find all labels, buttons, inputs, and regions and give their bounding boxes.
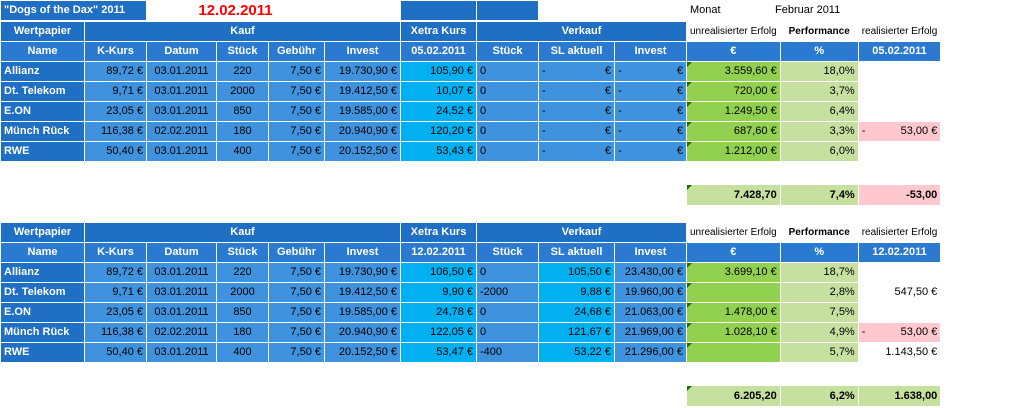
monat-value: Februar 2011 (772, 1, 850, 21)
cell-sl-dash: - (542, 105, 546, 117)
current-date: 12.02.2011 (147, 1, 325, 21)
cell-xetra: 9,90 € (401, 283, 477, 303)
total-unrealisiert: 7.428,70 (687, 185, 781, 206)
cell-stueck-verkauf: -2000 (477, 283, 539, 303)
title-blue-block (401, 1, 477, 21)
totals-spacer (1, 185, 687, 206)
cell-real-dash: - (861, 125, 866, 137)
col-gebuehr: Gebühr (269, 42, 325, 62)
cell-gebuehr: 7,50 € (269, 82, 325, 102)
col-kkurs: K-Kurs (85, 42, 147, 62)
table-row (1, 102, 941, 122)
total-performance: 7,4% (780, 185, 858, 206)
cell-gebuehr: 7,50 € (269, 263, 325, 283)
title-spacer-1 (325, 1, 401, 21)
spacer-row-bottom (1, 363, 941, 386)
cell-kkurs: 50,40 € (85, 343, 147, 363)
cell-stueck: 850 (217, 303, 269, 323)
table-row (1, 82, 941, 102)
col-percent: % (780, 42, 858, 62)
cell-name: Dt. Telekom (1, 283, 85, 303)
cell-invest: 19.412,50 € (325, 283, 401, 303)
cell-sl: 53,22 € (539, 343, 615, 363)
cell-unrealisiert (687, 283, 781, 303)
cell-xetra: 105,90 € (401, 62, 477, 82)
cell-invest-verkauf (615, 82, 687, 102)
cell-sl: 9,88 € (539, 283, 615, 303)
cell-performance: 18,7% (780, 263, 858, 283)
cell-stueck: 400 (217, 343, 269, 363)
col-percent: % (780, 243, 858, 263)
cell-unrealisiert: 1.028,10 € (687, 323, 781, 343)
cell-invest-verkauf: 21.969,00 € (615, 323, 687, 343)
col-invest-verkauf: Invest (615, 243, 687, 263)
cell-datum: 03.01.2011 (147, 82, 217, 102)
group-kauf: Kauf (85, 22, 401, 42)
cell-sl (539, 122, 615, 142)
cell-xetra: 122,05 € (401, 323, 477, 343)
cell-performance: 3,7% (780, 82, 858, 102)
cell-unrealisiert: 1.478,00 € (687, 303, 781, 323)
cell-gebuehr: 7,50 € (269, 102, 325, 122)
cell-inv-value: € (676, 145, 683, 157)
col-invest-verkauf: Invest (615, 42, 687, 62)
cell-realisiert: 1.143,50 € (858, 343, 941, 363)
table-row (1, 323, 941, 343)
column-header-row-top (1, 42, 941, 62)
cell-performance: 7,5% (780, 303, 858, 323)
group-performance: Performance (780, 223, 858, 243)
col-euro: € (687, 42, 781, 62)
total-realisiert: -53,00 (858, 185, 941, 206)
col-invest: Invest (325, 42, 401, 62)
col-stueck-verkauf: Stück (477, 42, 539, 62)
col-stueck: Stück (217, 42, 269, 62)
cell-realisiert (858, 122, 941, 142)
cell-real-dash: - (861, 326, 866, 338)
table-row (1, 142, 941, 162)
cell-real-value: 53,00 € (900, 326, 938, 338)
col-stueck-verkauf: Stück (477, 243, 539, 263)
cell-stueck: 2000 (217, 82, 269, 102)
group-header-row-bottom (1, 223, 941, 243)
cell-invest: 20.152,50 € (325, 142, 401, 162)
table-row (1, 283, 941, 303)
cell-kkurs: 23,05 € (85, 303, 147, 323)
cell-name: RWE (1, 142, 85, 162)
cell-stueck: 220 (217, 263, 269, 283)
cell-kkurs: 50,40 € (85, 142, 147, 162)
portfolio-table-top (0, 21, 941, 206)
workbook-title: "Dogs of the Dax" 2011 (1, 1, 147, 21)
totals-spacer (1, 386, 687, 407)
cell-stueck-verkauf: -400 (477, 343, 539, 363)
table-row (1, 303, 941, 323)
cell-stueck: 850 (217, 102, 269, 122)
cell-gebuehr: 7,50 € (269, 142, 325, 162)
cell-kkurs: 23,05 € (85, 102, 147, 122)
cell-sl-dash: - (542, 125, 546, 137)
cell-gebuehr: 7,50 € (269, 343, 325, 363)
cell-xetra: 120,20 € (401, 122, 477, 142)
cell-stueck: 180 (217, 122, 269, 142)
cell-sl: 121,67 € (539, 323, 615, 343)
cell-stueck-verkauf: 0 (477, 102, 539, 122)
cell-datum: 02.02.2011 (147, 323, 217, 343)
col-invest: Invest (325, 243, 401, 263)
col-stueck: Stück (217, 243, 269, 263)
cell-gebuehr: 7,50 € (269, 323, 325, 343)
cell-sl-value: € (604, 145, 611, 157)
cell-xetra: 106,50 € (401, 263, 477, 283)
cell-unrealisiert: 3.699,10 € (687, 263, 781, 283)
cell-realisiert (858, 102, 941, 122)
cell-gebuehr: 7,50 € (269, 283, 325, 303)
cell-sl (539, 142, 615, 162)
cell-invest-verkauf (615, 62, 687, 82)
section-gap (0, 206, 1029, 222)
title-spacer-2 (539, 1, 615, 21)
title-spacer-4 (850, 1, 930, 21)
cell-performance: 3,3% (780, 122, 858, 142)
cell-xetra: 24,52 € (401, 102, 477, 122)
cell-inv-value: € (676, 105, 683, 117)
cell-stueck-verkauf: 0 (477, 122, 539, 142)
cell-name: RWE (1, 343, 85, 363)
cell-sl-dash: - (542, 145, 546, 157)
spacer-cell (1, 162, 941, 185)
cell-sl-value: € (604, 105, 611, 117)
cell-inv-dash: - (618, 145, 622, 157)
spacer-row-top (1, 162, 941, 185)
group-unrealisiert: unrealisierter Erfolg (687, 22, 781, 42)
spacer-cell (1, 363, 941, 386)
cell-inv-dash: - (618, 65, 622, 77)
col-real-date: 05.02.2011 (858, 42, 941, 62)
cell-unrealisiert: 3.559,60 € (687, 62, 781, 82)
totals-row-bottom (1, 386, 941, 407)
cell-name: E.ON (1, 303, 85, 323)
cell-inv-dash: - (618, 105, 622, 117)
cell-name: Allianz (1, 263, 85, 283)
cell-inv-dash: - (618, 85, 622, 97)
cell-invest: 20.940,90 € (325, 122, 401, 142)
cell-invest: 19.585,00 € (325, 303, 401, 323)
cell-stueck-verkauf: 0 (477, 142, 539, 162)
cell-sl-value: € (604, 85, 611, 97)
cell-realisiert (858, 323, 941, 343)
cell-stueck-verkauf: 0 (477, 263, 539, 283)
cell-invest: 20.152,50 € (325, 343, 401, 363)
cell-realisiert (858, 263, 941, 283)
col-sl-aktuell: SL aktuell (539, 243, 615, 263)
cell-sl: 24,68 € (539, 303, 615, 323)
col-name: Name (1, 243, 85, 263)
cell-invest: 19.730,90 € (325, 62, 401, 82)
cell-sl: 105,50 € (539, 263, 615, 283)
col-xetra-date: 05.02.2011 (401, 42, 477, 62)
cell-kkurs: 9,71 € (85, 283, 147, 303)
cell-xetra: 10,07 € (401, 82, 477, 102)
group-performance: Performance (780, 22, 858, 42)
cell-datum: 03.01.2011 (147, 142, 217, 162)
portfolio-table-bottom (0, 222, 941, 407)
cell-datum: 03.01.2011 (147, 102, 217, 122)
cell-realisiert (858, 303, 941, 323)
cell-performance: 4,9% (780, 323, 858, 343)
cell-kkurs: 116,38 € (85, 122, 147, 142)
table-row (1, 62, 941, 82)
title-spacer-3 (615, 1, 687, 21)
table-row (1, 263, 941, 283)
cell-unrealisiert: 1.249,50 € (687, 102, 781, 122)
cell-sl (539, 102, 615, 122)
monat-label: Monat (687, 1, 772, 21)
cell-datum: 03.01.2011 (147, 303, 217, 323)
cell-invest-verkauf (615, 142, 687, 162)
cell-sl-dash: - (542, 85, 546, 97)
col-datum: Datum (147, 243, 217, 263)
title-blue-block-2 (477, 1, 539, 21)
cell-invest-verkauf (615, 122, 687, 142)
col-sl-aktuell: SL aktuell (539, 42, 615, 62)
col-euro: € (687, 243, 781, 263)
cell-stueck-verkauf: 0 (477, 323, 539, 343)
cell-stueck: 180 (217, 323, 269, 343)
cell-invest-verkauf: 21.063,00 € (615, 303, 687, 323)
group-wertpapier: Wertpapier (1, 22, 85, 42)
cell-name: Münch Rück (1, 122, 85, 142)
cell-xetra: 53,43 € (401, 142, 477, 162)
cell-invest: 19.412,50 € (325, 82, 401, 102)
group-xetra: Xetra Kurs (401, 22, 477, 42)
cell-unrealisiert: 1.212,00 € (687, 142, 781, 162)
group-unrealisiert: unrealisierter Erfolg (687, 223, 781, 243)
cell-datum: 03.01.2011 (147, 62, 217, 82)
cell-xetra: 53,47 € (401, 343, 477, 363)
cell-stueck: 2000 (217, 283, 269, 303)
group-xetra: Xetra Kurs (401, 223, 477, 243)
cell-name: E.ON (1, 102, 85, 122)
cell-gebuehr: 7,50 € (269, 303, 325, 323)
cell-performance: 6,4% (780, 102, 858, 122)
col-gebuehr: Gebühr (269, 243, 325, 263)
cell-kkurs: 116,38 € (85, 323, 147, 343)
cell-name: Münch Rück (1, 323, 85, 343)
cell-performance: 2,8% (780, 283, 858, 303)
cell-invest-verkauf (615, 102, 687, 122)
cell-sl-value: € (604, 125, 611, 137)
cell-datum: 03.01.2011 (147, 283, 217, 303)
col-xetra-date: 12.02.2011 (401, 243, 477, 263)
cell-sl-value: € (604, 65, 611, 77)
total-unrealisiert: 6.205,20 (687, 386, 781, 407)
cell-kkurs: 89,72 € (85, 62, 147, 82)
cell-stueck-verkauf: 0 (477, 82, 539, 102)
table-row (1, 122, 941, 142)
cell-sl-dash: - (542, 65, 546, 77)
total-performance: 6,2% (780, 386, 858, 407)
cell-unrealisiert: 687,60 € (687, 122, 781, 142)
cell-kkurs: 89,72 € (85, 263, 147, 283)
cell-unrealisiert (687, 343, 781, 363)
cell-sl (539, 82, 615, 102)
cell-realisiert (858, 62, 941, 82)
title-bar (0, 0, 930, 21)
group-kauf: Kauf (85, 223, 401, 243)
cell-performance: 18,0% (780, 62, 858, 82)
cell-gebuehr: 7,50 € (269, 62, 325, 82)
cell-performance: 5,7% (780, 343, 858, 363)
cell-datum: 02.02.2011 (147, 122, 217, 142)
col-name: Name (1, 42, 85, 62)
cell-stueck-verkauf: 0 (477, 303, 539, 323)
cell-performance: 6,0% (780, 142, 858, 162)
cell-gebuehr: 7,50 € (269, 122, 325, 142)
col-real-date: 12.02.2011 (858, 243, 941, 263)
cell-kkurs: 9,71 € (85, 82, 147, 102)
cell-invest: 19.730,90 € (325, 263, 401, 283)
col-kkurs: K-Kurs (85, 243, 147, 263)
group-realisiert: realisierter Erfolg (858, 223, 941, 243)
cell-name: Allianz (1, 62, 85, 82)
cell-realisiert (858, 142, 941, 162)
cell-realisiert (858, 82, 941, 102)
group-realisiert: realisierter Erfolg (858, 22, 941, 42)
cell-unrealisiert: 720,00 € (687, 82, 781, 102)
table-row (1, 343, 941, 363)
group-wertpapier: Wertpapier (1, 223, 85, 243)
cell-real-value: 53,00 € (900, 125, 938, 137)
group-verkauf: Verkauf (477, 223, 687, 243)
cell-stueck: 220 (217, 62, 269, 82)
cell-inv-value: € (676, 65, 683, 77)
cell-xetra: 24,78 € (401, 303, 477, 323)
cell-invest: 20.940,90 € (325, 323, 401, 343)
cell-stueck: 400 (217, 142, 269, 162)
cell-inv-value: € (676, 85, 683, 97)
cell-invest-verkauf: 23.430,00 € (615, 263, 687, 283)
total-realisiert: 1.638,00 (858, 386, 941, 407)
col-datum: Datum (147, 42, 217, 62)
column-header-row-bottom (1, 243, 941, 263)
cell-stueck-verkauf: 0 (477, 62, 539, 82)
cell-datum: 03.01.2011 (147, 343, 217, 363)
cell-invest-verkauf: 21.296,00 € (615, 343, 687, 363)
cell-sl (539, 62, 615, 82)
cell-realisiert: 547,50 € (858, 283, 941, 303)
cell-invest-verkauf: 19.960,00 € (615, 283, 687, 303)
cell-inv-value: € (676, 125, 683, 137)
group-header-row-top (1, 22, 941, 42)
totals-row-top (1, 185, 941, 206)
cell-invest: 19.585,00 € (325, 102, 401, 122)
group-verkauf: Verkauf (477, 22, 687, 42)
cell-inv-dash: - (618, 125, 622, 137)
cell-name: Dt. Telekom (1, 82, 85, 102)
cell-datum: 03.01.2011 (147, 263, 217, 283)
